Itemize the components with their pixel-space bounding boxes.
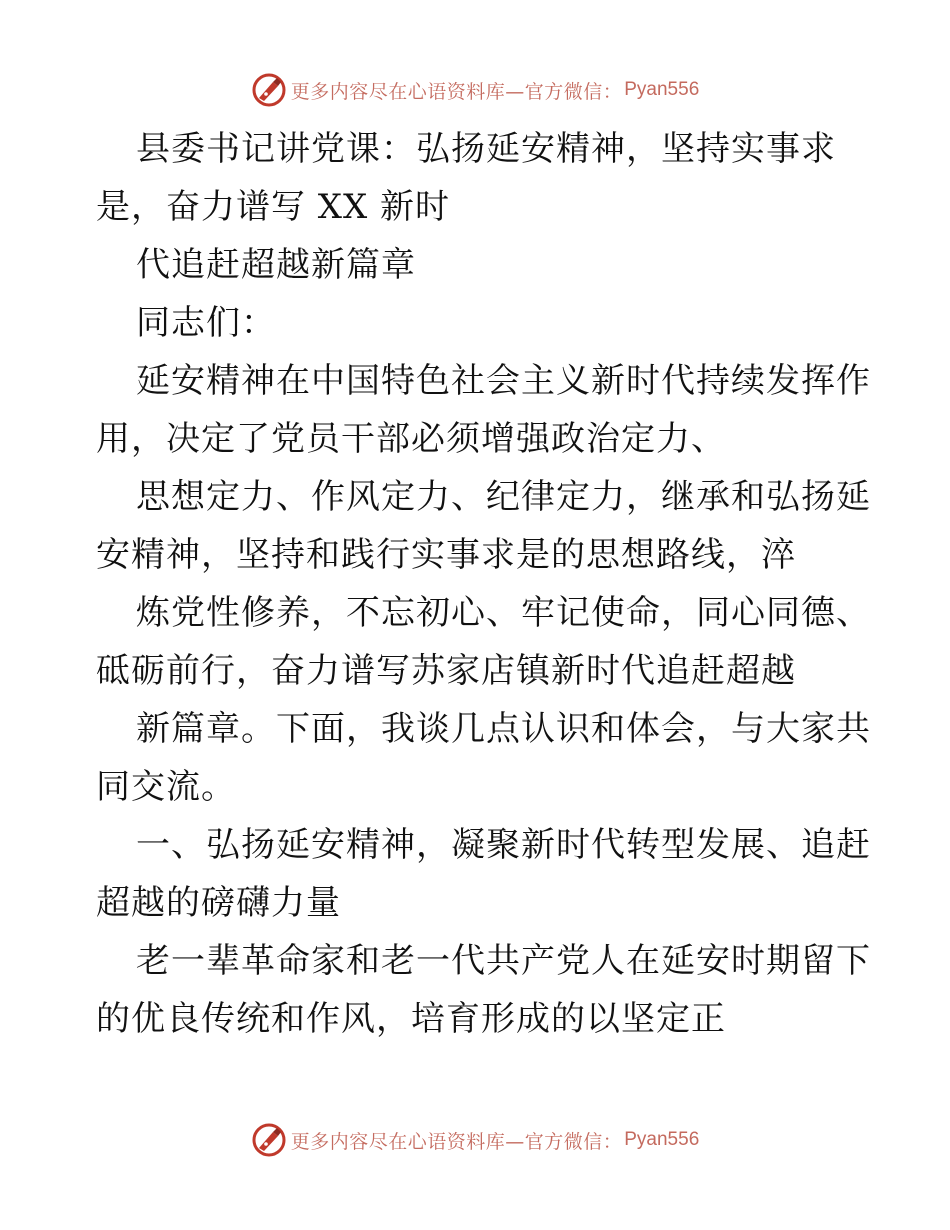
pen-nib-logo-icon	[251, 1122, 287, 1158]
paragraph-line: 安精神，坚持和践行实事求是的思想路线，淬	[96, 535, 796, 575]
paragraph-line: 的优良传统和作风，培育形成的以坚定正	[96, 999, 726, 1039]
footer-banner-text: 更多内容尽在心语资料库—官方微信：	[290, 1130, 623, 1153]
paragraph-line: 延安精神在中国特色社会主义新时代持续发挥作	[136, 361, 871, 401]
header-banner-text: 更多内容尽在心语资料库—官方微信：	[290, 80, 623, 103]
pen-nib-logo-icon	[251, 72, 287, 108]
header-banner	[0, 70, 950, 110]
title-line-1: 县委书记讲党课：弘扬延安精神，坚持实事求	[136, 129, 836, 169]
footer-banner	[0, 1120, 950, 1160]
title-line-2: 是，奋力谱写 XX 新时	[96, 187, 451, 227]
paragraph-line: 砥砺前行，奋力谱写苏家店镇新时代追赶超越	[96, 651, 796, 691]
footer-wechat-id: Pyan556	[624, 1129, 700, 1150]
paragraph-line: 炼党性修养，不忘初心、牢记使命，同心同德、	[136, 593, 871, 633]
document-body	[96, 120, 871, 1048]
paragraph-line: 思想定力、作风定力、纪律定力，继承和弘扬延	[136, 477, 871, 517]
paragraph-line: 新篇章。下面，我谈几点认识和体会，与大家共	[136, 709, 871, 749]
section-heading-line: 超越的磅礴力量	[96, 883, 341, 923]
paragraph-line: 用，决定了党员干部必须增强政治定力、	[96, 419, 726, 459]
salutation: 同志们：	[136, 303, 276, 343]
paragraph-line: 同交流。	[96, 767, 236, 807]
paragraph-line: 老一辈革命家和老一代共产党人在延安时期留下	[136, 941, 871, 981]
header-wechat-id: Pyan556	[624, 79, 700, 100]
section-heading-line: 一、弘扬延安精神，凝聚新时代转型发展、追赶	[136, 825, 871, 865]
title-line-3: 代追赶超越新篇章	[136, 245, 416, 285]
